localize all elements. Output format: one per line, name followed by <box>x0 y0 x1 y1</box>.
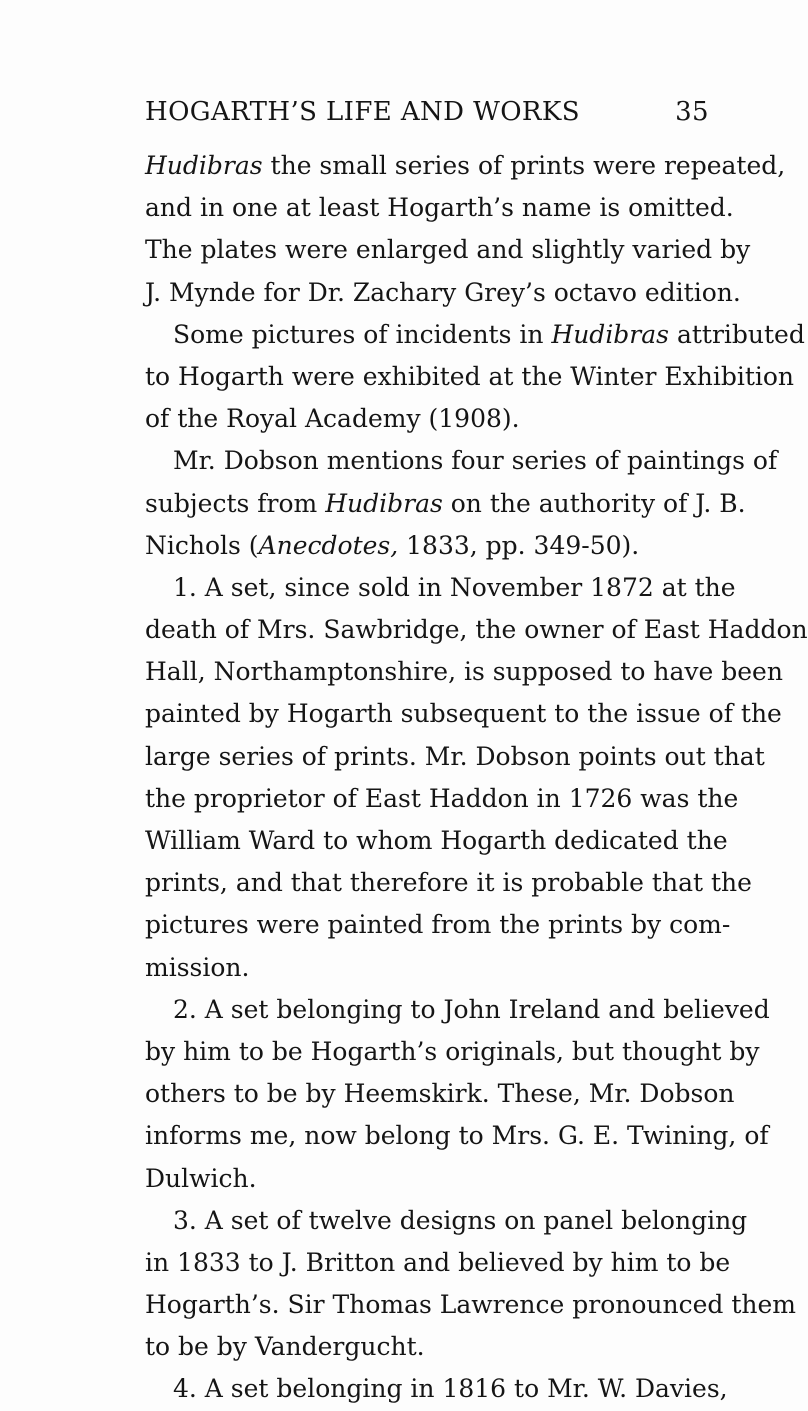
italic-title: Hudibras <box>325 488 443 518</box>
text-line: to be by Vandergucht. <box>145 1332 425 1362</box>
text-line: 2. A set belonging to John Ireland and believed <box>173 994 770 1024</box>
text-line: others to be by Heemskirk. These, Mr. Dobson <box>145 1079 735 1109</box>
italic-title: Hudibras <box>145 151 263 180</box>
text-line: prints, and that therefore it is probable that the <box>145 868 752 898</box>
text-line: informs me, now belong to Mrs. G. E. Twining, of <box>145 1121 769 1151</box>
running-title: HOGARTH’S LIFE AND WORKS <box>145 97 580 127</box>
text-line: to Hogarth were exhibited at the Winter Exhibition <box>145 361 795 391</box>
text-line: Nichols (Anecdotes, 1833, pp. 349-50). <box>145 530 640 560</box>
text-line: Hogarth’s. Sir Thomas Lawrence pronounced them <box>145 1290 797 1320</box>
text-line: 3. A set of twelve designs on panel belonging <box>173 1205 748 1235</box>
text-line: by him to be Hogarth’s originals, but thought by <box>145 1036 760 1066</box>
text-line: death of Mrs. Sawbridge, the owner of East Haddon <box>145 615 808 645</box>
text-line: 1. A set, since sold in November 1872 at the <box>173 572 736 602</box>
page-number: 35 <box>675 97 709 127</box>
text-line: Dulwich. <box>145 1163 257 1193</box>
text-line: subjects from Hudibras on the authority of J. B. <box>145 488 746 518</box>
text-line: The plates were enlarged and slightly varied by <box>145 235 751 265</box>
italic-title: Hudibras <box>551 319 669 349</box>
text-line: and in one at least Hogarth’s name is omitted. <box>145 193 734 223</box>
text-line: 4. A set belonging in 1816 to Mr. W. Davies, <box>173 1374 728 1404</box>
text-line: William Ward to whom Hogarth dedicated the <box>145 826 728 855</box>
text-line: pictures were painted from the prints by com- <box>145 910 731 940</box>
text-line: large series of prints. Mr. Dobson points out that <box>145 741 765 771</box>
running-head <box>145 97 709 137</box>
text-line: in 1833 to J. Britton and believed by him to be <box>145 1247 731 1277</box>
text-line: Mr. Dobson mentions four series of paintings of <box>173 446 778 476</box>
text-line: painted by Hogarth subsequent to the issue of the <box>145 699 782 729</box>
text-line: mission. <box>145 952 250 982</box>
body-text <box>145 145 808 1411</box>
italic-title: Anecdotes, <box>258 530 399 560</box>
text-line: of the Royal Academy (1908). <box>145 404 520 434</box>
text-line: Hudibras the small series of prints were repeated, <box>145 151 786 180</box>
text-line: J. Mynde for Dr. Zachary Grey’s octavo edition. <box>145 277 741 307</box>
text-line: the proprietor of East Haddon in 1726 was the <box>145 783 739 813</box>
text-line: Some pictures of incidents in Hudibras attributed <box>173 319 805 349</box>
text-line: Hall, Northamptonshire, is supposed to have been <box>145 657 783 687</box>
